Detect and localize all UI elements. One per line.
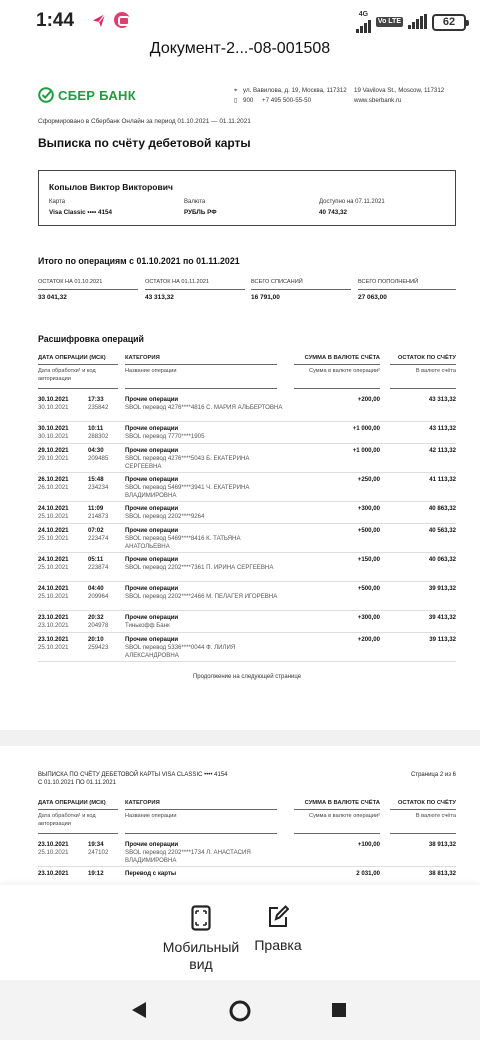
op-category: Прочие операции [125,527,179,534]
sber-logo-icon [38,87,54,103]
website: www.sberbank.ru [354,97,402,104]
op-time: 04:40 [88,585,104,592]
op-amount: +1 000,00 [352,425,380,432]
op-time: 19:12 [88,870,104,877]
phone-icon: ▯ [234,97,238,104]
col-balance-sub: В валюте счёта [415,813,456,819]
op-processed-date: 25.10.2021 [38,564,69,571]
page2-title-line2: С 01.10.2021 ПО 01.11.2021 [38,780,116,786]
op-description: SBOL перевод 5469****8416 К. ТАТЬЯНА АНАТОЛЬЕВНА [125,535,241,550]
row-divider [38,552,456,553]
op-amount: +250,00 [357,476,380,483]
document-title: Документ-2...-08-001508 [149,40,331,57]
op-description: SBOL перевод 5336****0044 Ф. ЛИЛИЯ АЛЕКСАНДРОВНА [125,644,236,659]
col-category-sub: Название операции [125,368,177,374]
op-amount: +500,00 [357,527,380,534]
op-amount: +300,00 [357,614,380,621]
op-category: Прочие операции [125,425,179,432]
op-time: 10:11 [88,425,104,432]
op-processed-date: 23.10.2021 [38,622,69,629]
op-date: 23.10.2021 [38,614,69,621]
card-label: Карта [49,199,66,205]
op-balance: 39 413,32 [428,614,456,621]
mobile-view-label: Мобильный вид [162,939,240,972]
op-category: Прочие операции [125,614,179,621]
op-time: 11:09 [88,505,104,512]
op-category: Прочие операции [125,841,179,848]
statement-title: Выписка по счёту дебетовой карты [38,136,251,150]
op-date: 23.10.2021 [38,841,69,848]
op-auth-code: 235842 [88,404,109,411]
phone-long: +7 495 500-55-50 [262,97,312,104]
op-category: Прочие операции [125,636,179,643]
bank-logo [38,87,136,103]
signal-icon [356,19,371,33]
address-ru: ул. Вавилова, д. 19, Москва, 117312 [243,87,347,94]
op-date: 30.10.2021 [38,425,69,432]
col-date-header: ДАТА ОПЕРАЦИИ (МСК) [38,800,106,806]
op-auth-code: 247102 [88,849,109,856]
op-time: 19:34 [88,841,104,848]
col-date-sub: Дата обработки¹ и код авторизации [38,813,96,827]
col-category-sub: Название операции [125,813,177,819]
op-time: 15:48 [88,476,104,483]
op-category: Прочие операции [125,585,179,592]
formed-line: Сформировано в Сбербанк Онлайн за период 01.10.2021 — 01.11.2021 [38,118,251,125]
totals-col-label: ОСТАТОК НА 01.11.2021 [145,279,209,285]
col-amount-header: СУММА В ВАЛЮТЕ СЧЁТА [304,355,380,361]
op-date: 24.10.2021 [38,527,69,534]
row-divider [38,581,456,582]
col-date-sub: Дата обработки¹ и код авторизации [38,368,96,382]
recents-icon[interactable] [331,1002,347,1018]
edit-button[interactable] [250,905,306,954]
edit-label: Правка [254,937,302,953]
op-amount: +300,00 [357,505,380,512]
currency-label: Валюта [184,199,206,205]
op-auth-code: 223874 [88,564,109,571]
op-category: Прочие операции [125,556,179,563]
mobile-view-button[interactable] [160,905,242,973]
totals-title: Итого по операциям с 01.10.2021 по 01.11.2021 [38,256,240,266]
op-auth-code: 214873 [88,513,109,520]
op-date: 24.10.2021 [38,585,69,592]
page-number: Страница 2 из 6 [411,772,456,778]
op-time: 07:02 [88,527,104,534]
op-balance: 38 813,32 [428,870,456,877]
op-balance: 43 113,32 [429,425,456,432]
op-auth-code: 209485 [88,455,109,462]
op-balance: 38 913,32 [428,841,456,848]
location-icon: ⌖ [234,87,238,94]
signal-icon-2 [408,15,427,29]
op-amount: +1 000,00 [352,447,380,454]
card-value: Visa Classic •••• 4154 [49,209,112,216]
op-time: 17:33 [88,396,104,403]
op-time: 20:10 [88,636,104,643]
op-date: 23.10.2021 [38,870,69,877]
col-category-header: КАТЕГОРИЯ [125,800,160,806]
status-bar [0,0,480,40]
col-date-header: ДАТА ОПЕРАЦИИ (МСК) [38,355,106,361]
op-description: SBOL перевод 2202****1734 Л. АНАСТАСИЯ ВЛАДИМИРОВНА [125,849,251,864]
op-balance: 42 113,32 [429,447,456,454]
row-divider [38,472,456,473]
op-category: Прочие операции [125,447,179,454]
op-processed-date: 25.10.2021 [38,513,69,520]
op-processed-date: 25.10.2021 [38,849,69,856]
mobile-view-icon [191,905,211,931]
totals-col-label: ОСТАТОК НА 01.10.2021 [38,279,103,285]
op-amount: +100,00 [357,841,380,848]
totals-col-value: 27 063,00 [358,294,387,301]
op-balance: 41 113,32 [429,476,456,483]
op-amount: +200,00 [357,636,380,643]
op-date: 26.10.2021 [38,476,69,483]
totals-col-label: ВСЕГО ПОПОЛНЕНИЙ [358,279,419,285]
op-auth-code: 259423 [88,644,109,651]
op-balance: 39 913,32 [428,585,456,592]
row-divider [38,523,456,524]
op-date: 23.10.2021 [38,636,69,643]
op-description: SBOL перевод 4276****5043 Б. ЕКАТЕРИНА СЕРГЕЕВНА [125,455,250,470]
op-processed-date: 29.10.2021 [38,455,69,462]
volte-badge: Vo LTE [377,18,401,25]
chat-app-icon [114,12,130,28]
operations-title: Расшифровка операций [38,334,144,344]
totals-col-value: 43 313,32 [145,294,174,301]
page-gap [0,730,480,746]
op-amount: 2 031,00 [356,870,380,877]
op-time: 04:30 [88,447,104,454]
op-amount: +500,00 [357,585,380,592]
op-category: Прочие операции [125,476,179,483]
network-type: 4G [358,11,369,18]
op-balance: 40 063,32 [428,556,456,563]
op-processed-date: 30.10.2021 [38,433,69,440]
op-auth-code: 288302 [88,433,109,440]
holder-name: Копылов Виктор Викторович [49,182,173,192]
op-balance: 40 863,32 [428,505,456,512]
row-divider [38,443,456,444]
row-divider [38,421,456,422]
account-info-box [38,170,456,226]
op-amount: +200,00 [357,396,380,403]
available-label: Доступно на 07.11.2021 [319,199,385,205]
system-nav-bar [0,980,480,1040]
bank-header [38,82,456,110]
edit-icon [267,905,289,929]
col-balance-header: ОСТАТОК ПО СЧЁТУ [397,355,456,361]
op-date: 29.10.2021 [38,447,69,454]
op-time: 05:11 [88,556,104,563]
col-category-header: КАТЕГОРИЯ [125,355,160,361]
totals-col-value: 33 041,32 [38,294,67,301]
row-divider [38,866,456,867]
op-processed-date: 25.10.2021 [38,535,69,542]
op-description: Тинькофф Банк [125,622,170,629]
send-app-icon [92,13,107,28]
phone-short: 900 [243,97,254,104]
op-description: SBOL перевод 2202****9264 [125,513,205,520]
totals-col-value: 16 791,00 [251,294,280,301]
totals-col-label: ВСЕГО СПИСАНИЙ [251,279,303,285]
op-description: SBOL перевод 4276****4816 С. МАРИЯ АЛЬБЕРТОВНА [125,404,283,411]
op-description: SBOL перевод 2202****2466 М. ПЕЛАГЕЯ ИГОРЕВНА [125,593,278,600]
row-divider [38,661,456,662]
op-auth-code: 209964 [88,593,109,600]
col-amount-sub: Сумма в валюте операции² [309,813,380,819]
op-time: 20:32 [88,614,104,621]
currency-value: РУБЛЬ РФ [184,209,217,216]
address-en: 19 Vavilova St., Moscow, 117312 [354,87,445,94]
op-processed-date: 25.10.2021 [38,593,69,600]
op-description: SBOL перевод 2202****7361 П. ИРИНА СЕРГЕЕВНА [125,564,274,571]
op-category: Прочие операции [125,505,179,512]
op-balance: 40 563,32 [428,527,456,534]
op-date: 24.10.2021 [38,556,69,563]
row-divider [38,501,456,502]
op-category: Прочие операции [125,396,179,403]
op-auth-code: 223474 [88,535,109,542]
continued-note: Продолжение на следующей странице [192,674,302,680]
op-auth-code: 204978 [88,622,109,629]
op-processed-date: 25.10.2021 [38,644,69,651]
op-date: 30.10.2021 [38,396,69,403]
page2-title [38,771,228,787]
row-divider [38,610,456,611]
op-auth-code: 234234 [88,484,109,491]
col-balance-sub: В валюте счёта [415,368,456,374]
op-description: SBOL перевод 7770****1905 [125,433,205,440]
op-balance: 43 313,32 [428,396,456,403]
op-processed-date: 30.10.2021 [38,404,69,411]
back-icon[interactable] [130,1000,148,1020]
status-time: 1:44 [36,10,75,31]
home-icon[interactable] [229,1000,251,1022]
op-description: SBOL перевод 5469****3941 Ч. ЕКАТЕРИНА ВЛАДИМИРОВНА [125,484,250,499]
op-balance: 39 113,32 [429,636,456,643]
col-amount-sub: Сумма в валюте операции² [309,368,380,374]
op-processed-date: 26.10.2021 [38,484,69,491]
battery-icon: 62 [432,14,466,31]
page2-title-line1: ВЫПИСКА ПО СЧЁТУ ДЕБЕТОВОЙ КАРТЫ VISA CLASSIC •••• 4154 [38,772,228,778]
bottom-toolbar [0,885,480,980]
col-amount-header: СУММА В ВАЛЮТЕ СЧЁТА [304,800,380,806]
available-value: 40 743,32 [319,209,348,216]
op-amount: +150,00 [357,556,380,563]
col-balance-header: ОСТАТОК ПО СЧЁТУ [397,800,456,806]
op-category: Перевод с карты [125,870,177,877]
op-date: 24.10.2021 [38,505,69,512]
bank-name: СБЕР БАНК [58,87,136,103]
row-divider [38,632,456,633]
